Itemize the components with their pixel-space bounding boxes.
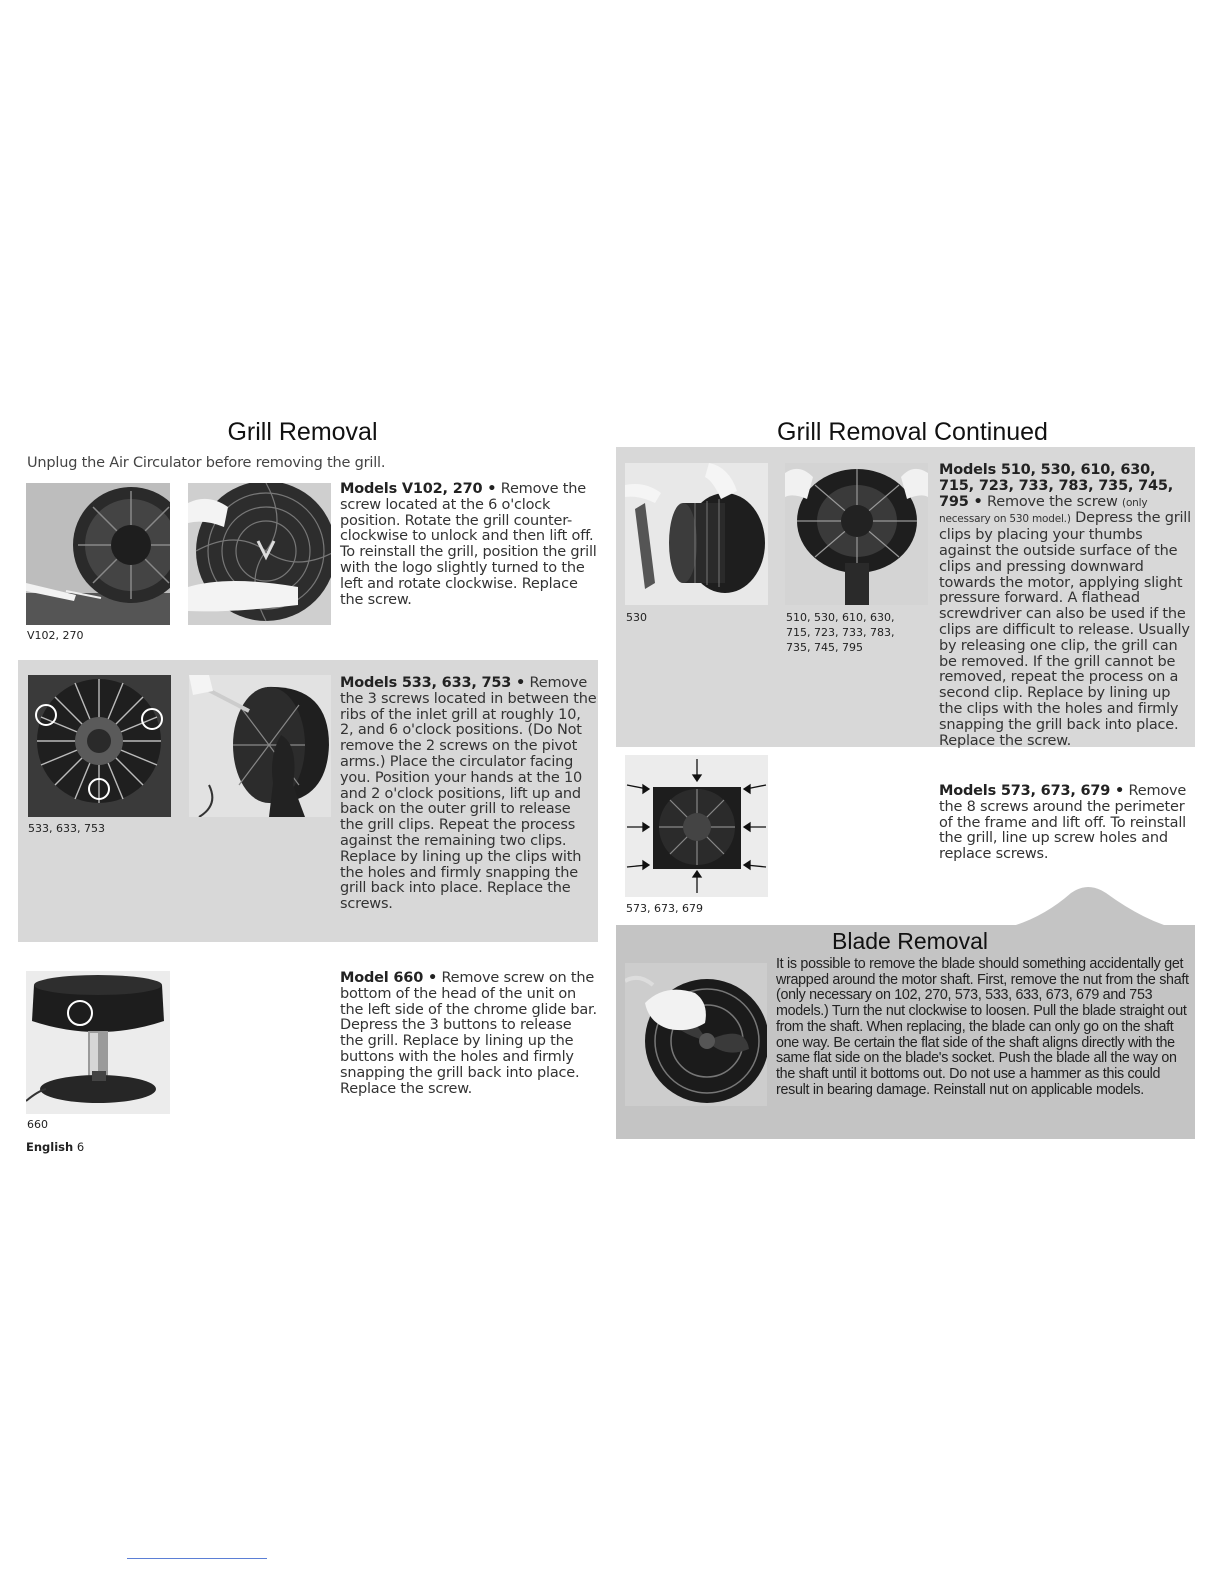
section-533-text	[340, 676, 598, 913]
section-573-body: Remove the 8 screws around the perimeter of the frame and lift off. To reinstall the grill, line up screw holes and replace screws.	[939, 783, 1187, 863]
section-533-heading: Models 533, 633, 753 •	[340, 675, 526, 691]
photo-573-frame	[625, 755, 768, 897]
photo-v102-grill-rotate	[188, 483, 331, 625]
page-title-grill-removal-continued: Grill Removal Continued	[777, 418, 1048, 446]
page-title-grill-removal: Grill Removal	[227, 418, 378, 446]
photo-510-thumbs	[785, 463, 928, 605]
caption-573: 573, 673, 679	[626, 902, 703, 915]
section-v102-body: Remove the screw located at the 6 o'clock position. Rotate the grill counter-clockwise to unlock and then lift off. To reinstall the grill, position the grill with the logo slightly turned to the left and rotate clockwise. Replace the screw.	[340, 481, 597, 608]
footer-page-number: 6	[76, 1140, 85, 1154]
footer-language: English	[26, 1140, 74, 1154]
section-510-heading: Models 510, 530, 610, 630, 715, 723, 733, 783, 735, 745, 795 •	[939, 462, 1174, 510]
section-v102-heading: Models V102, 270 •	[340, 481, 497, 497]
blade-removal-text: It is possible to remove the blade should something accidentally get wrapped around the motor shaft. First, remove the nut from the shaft (only necessary on 102, 270, 573, 533, 633, 673, 679 and 753 models.) Turn the nut clockwise to loosen. Pull the blade straight out from the shaft. When replacing, the blade can only go on the shaft one way. Be certain the flat side of the shaft aligns directly with the same flat side on the blade's socket. Push the blade all the way on the shaft until it bottoms out. Do not use a hammer as this could result in bearing damage. Reinstall nut on applicable models.	[776, 956, 1189, 1098]
photo-660-unit	[26, 971, 170, 1114]
photo-blade-removal	[625, 963, 767, 1106]
caption-510-series: 510, 530, 610, 630, 715, 723, 733, 783, 735, 745, 795	[786, 611, 895, 654]
caption-660: 660	[27, 1118, 48, 1131]
divider-line	[127, 1558, 267, 1559]
photo-v102-screwdriver	[26, 483, 170, 625]
section-573-text	[939, 784, 1191, 863]
intro-text: Unplug the Air Circulator before removing the grill.	[27, 455, 386, 471]
section-660-text	[340, 971, 598, 1097]
blade-removal-title: Blade Removal	[832, 928, 988, 954]
section-660-heading: Model 660 •	[340, 970, 438, 986]
section-510-text	[939, 463, 1191, 749]
caption-533: 533, 633, 753	[28, 822, 105, 835]
photo-530-screw	[625, 463, 768, 605]
section-533-body: Remove the 3 screws located in between the ribs of the inlet grill at roughly 10, 2, and 6 o'clock positions. (Do Not remove the 2 screws on the pivot arms.) Place the circulator facing you. Position your hands at the 10 and 2 o'clock positions, lift up and back on the outer grill to release the grill clips. Repeat the process against the remaining two clips. Replace by lining up the clips with the holes and firmly snapping the grill back into place. Replace the screws.	[340, 675, 597, 913]
section-v102-text	[340, 482, 598, 608]
section-573-heading: Models 573, 673, 679 •	[939, 783, 1125, 799]
photo-533-screw-locations	[28, 675, 171, 817]
section-510-body-b: Depress the grill clips by placing your thumbs against the outside surface of the clips and pressing downward towards the motor, applying slight pressure forward. A flathead screwdriver can also be used if the clips are difficult to release. Usually by releasing one clip, the grill can be removed. If the grill cannot be removed, repeat the process on a second clip. Replace by lining up the clips with the holes and firmly snapping the grill back into place. Replace the screw.	[939, 510, 1191, 749]
page-footer	[26, 1140, 84, 1155]
caption-530: 530	[626, 611, 647, 624]
section-660-body: Remove screw on the bottom of the head of the unit on the left side of the chrome glide bar. Depress the 3 buttons to release the grill. Replace by lining up the buttons with the holes and firmly snapping the grill back into place. Replace the screw.	[340, 970, 597, 1097]
section-510-body-a: Remove the screw	[987, 493, 1118, 510]
photo-533-screwdriver	[189, 675, 331, 817]
section-510-note: (only necessary on 530 model.)	[939, 496, 1148, 526]
caption-v102: V102, 270	[27, 629, 84, 642]
